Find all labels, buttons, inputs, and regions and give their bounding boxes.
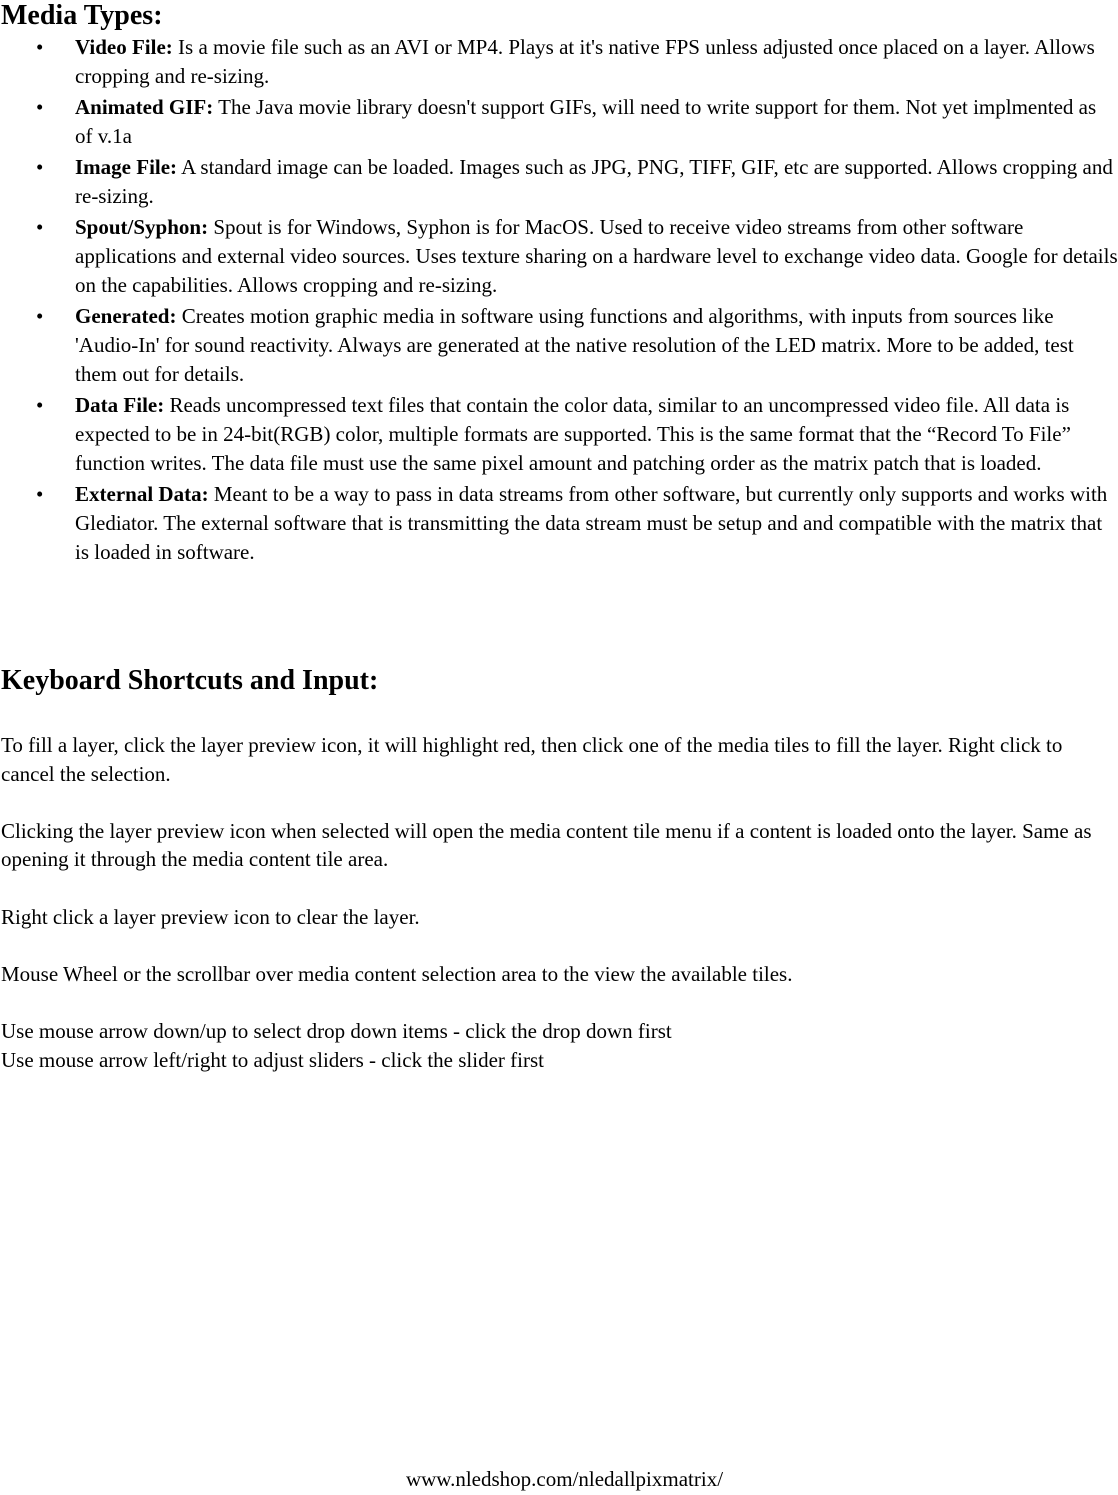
media-type-term: Data File: [75, 393, 165, 417]
list-item [0, 153, 1118, 211]
keyboard-shortcuts-heading: Keyboard Shortcuts and Input: [1, 665, 379, 696]
bullet-icon: • [36, 304, 44, 328]
media-type-description: Is a movie file such as an AVI or MP4. Plays at it's native FPS unless adjusted once placed on a layer. Allows cropping and re-sizing. [75, 35, 1095, 88]
media-types-list [0, 33, 1118, 569]
keyboard-paragraph: Use mouse arrow down/up to select drop down items - click the drop down first [1, 1018, 672, 1043]
media-type-term: Spout/Syphon: [75, 215, 209, 239]
bullet-icon: • [36, 215, 44, 239]
media-type-description: Meant to be a way to pass in data streams from other software, but currently only supports and works with Glediator. The external software that is transmitting the data stream must be setup and and compatible with the matrix that is loaded in software. [75, 482, 1108, 564]
list-item [0, 391, 1118, 478]
list-item [0, 33, 1118, 91]
media-type-description: Creates motion graphic media in software using functions and algorithms, with inputs from sources like 'Audio-In' for sound reactivity. Always are generated at the native resolution of the LED matrix. More to be added, test them out for details. [75, 304, 1074, 386]
list-item [0, 480, 1118, 567]
keyboard-paragraph: Mouse Wheel or the scrollbar over media content selection area to the view the available tiles. [1, 961, 793, 986]
bullet-icon: • [36, 35, 44, 59]
keyboard-paragraph: Use mouse arrow left/right to adjust sliders - click the slider first [1, 1047, 544, 1072]
list-item [0, 302, 1118, 389]
bullet-icon: • [36, 95, 44, 119]
keyboard-shortcuts-body [1, 731, 1118, 1074]
media-type-term: Video File: [75, 35, 173, 59]
media-type-description: Spout is for Windows, Syphon is for MacOS. Used to receive video streams from other software applications and external video sources. Uses texture sharing on a hardware level to exchange video data. Google for details on the capabilities. Allows cropping and re-sizing. [75, 215, 1118, 297]
bullet-icon: • [36, 393, 44, 417]
keyboard-paragraph: To fill a layer, click the layer preview icon, it will highlight red, then click one of the media tiles to fill the layer. Right click to cancel the selection. [1, 733, 1063, 786]
list-item [0, 93, 1118, 151]
media-type-term: External Data: [75, 482, 209, 506]
bullet-icon: • [36, 482, 44, 506]
media-type-term: Generated: [75, 304, 177, 328]
media-types-heading: Media Types: [1, 0, 163, 31]
media-type-description: A standard image can be loaded. Images such as JPG, PNG, TIFF, GIF, etc are supported. Allows cropping and re-sizing. [75, 155, 1113, 208]
keyboard-paragraph: Right click a layer preview icon to clear the layer. [1, 904, 420, 929]
bullet-icon: • [36, 155, 44, 179]
footer-url: www.nledshop.com/nledallpixmatrix/ [405, 1467, 724, 1491]
media-type-term: Animated GIF: [75, 95, 214, 119]
media-type-term: Image File: [75, 155, 178, 179]
media-type-description: Reads uncompressed text files that contain the color data, similar to an uncompressed video file. All data is expected to be in 24-bit(RGB) color, multiple formats are supported. This is the same format that the “Record To File” function writes. The data file must use the same pixel amount and patching order as the matrix patch that is loaded. [75, 393, 1071, 475]
list-item [0, 213, 1118, 300]
media-type-description: The Java movie library doesn't support GIFs, will need to write support for them. Not yet implmented as of v.1a [75, 95, 1097, 148]
keyboard-paragraph: Clicking the layer preview icon when selected will open the media content tile menu if a content is loaded onto the layer. Same as opening it through the media content tile area. [1, 818, 1092, 872]
